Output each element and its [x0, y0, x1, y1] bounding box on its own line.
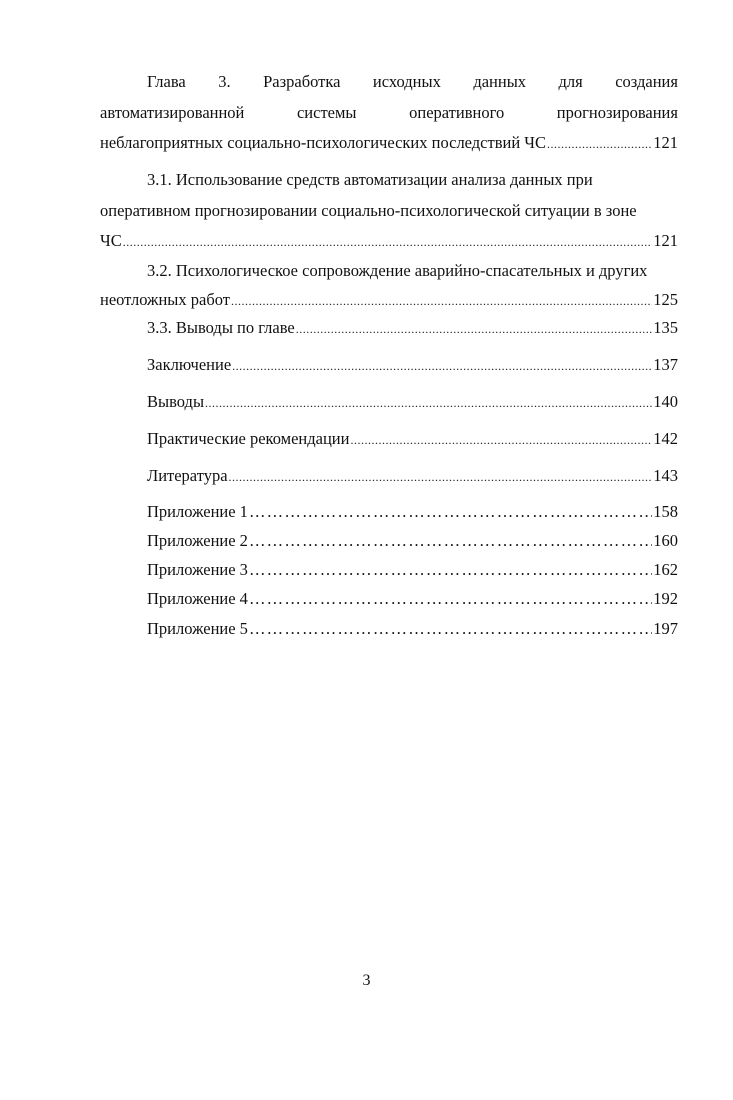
toc-page-number: 125: [653, 290, 678, 309]
toc-appendix-4-entry[interactable]: [147, 586, 678, 612]
dot-leader: [249, 528, 652, 554]
toc-entry-title: Выводы: [147, 392, 205, 411]
toc-entry-title: Приложение 4: [147, 589, 248, 608]
toc-section-3-1-line1: 3.1. Использование средств автоматизации анализа данных при: [147, 170, 593, 189]
toc-appendix-5-entry[interactable]: [147, 616, 678, 642]
toc-recommendations-entry[interactable]: [147, 426, 678, 452]
toc-entry-title: Литература: [147, 466, 228, 485]
page-number: 3: [362, 972, 371, 989]
toc-entry-title: Практические рекомендации: [147, 429, 350, 448]
dot-leader: [249, 616, 652, 642]
word: для: [558, 72, 583, 91]
word: 3.: [218, 72, 231, 91]
toc-chapter3-line2: [100, 100, 678, 126]
toc-entry-title: неотложных работ: [100, 290, 230, 309]
toc-page-number: 140: [653, 392, 678, 411]
toc-section-3-1-line2: оперативном прогнозировании социально-психологической ситуации в зоне: [100, 201, 637, 220]
toc-findings-entry[interactable]: [147, 389, 678, 415]
word: данных: [473, 72, 527, 91]
toc-entry-title: ЧС: [100, 231, 122, 250]
dot-leader: [350, 427, 652, 453]
toc-page-number: 192: [653, 589, 678, 608]
toc-entry-title: 3.3. Выводы по главе: [147, 318, 295, 337]
toc-appendix-1-entry[interactable]: [147, 499, 678, 525]
dot-leader: [547, 131, 652, 157]
dot-leader: [229, 464, 653, 490]
dot-leader: [231, 288, 652, 314]
word: создания: [615, 72, 678, 91]
word: исходных: [372, 72, 441, 91]
toc-page-number: 162: [653, 560, 678, 579]
toc-chapter3-entry[interactable]: [100, 130, 678, 156]
toc-page-number: 121: [653, 231, 678, 250]
word: системы: [296, 103, 357, 122]
toc-entry-title: неблагоприятных социально-психологических последствий ЧС: [100, 133, 547, 152]
toc-page-number: 142: [653, 429, 678, 448]
toc-page-number: 143: [653, 466, 678, 485]
toc-page-number: 158: [653, 502, 678, 521]
word: Разработка: [263, 72, 341, 91]
toc-entry-title: Приложение 3: [147, 560, 248, 579]
toc-entry-title: Заключение: [147, 355, 232, 374]
toc-section-3-2-entry[interactable]: [100, 287, 678, 313]
dot-leader: [205, 390, 652, 416]
dot-leader: [232, 353, 652, 379]
toc-literature-entry[interactable]: [147, 463, 678, 489]
toc-entry-title: Приложение 5: [147, 619, 248, 638]
toc-appendix-3-entry[interactable]: [147, 557, 678, 583]
word: автоматизированной: [100, 103, 245, 122]
toc-page-number: 135: [653, 318, 678, 337]
toc-section-3-3-entry[interactable]: [147, 315, 678, 341]
word: оперативного: [409, 103, 505, 122]
dot-leader: [296, 316, 653, 342]
dot-leader: [249, 557, 652, 583]
toc-conclusion-entry[interactable]: [147, 352, 678, 378]
dot-leader: [249, 499, 652, 525]
toc-page-number: 160: [653, 531, 678, 550]
word: прогнозирования: [556, 103, 678, 122]
word: Глава: [147, 72, 186, 91]
toc-page-number: 137: [653, 355, 678, 374]
toc-section-3-1-entry[interactable]: [100, 228, 678, 254]
toc-entry-title: Приложение 1: [147, 502, 248, 521]
toc-page-number: 121: [653, 133, 678, 152]
toc-appendix-2-entry[interactable]: [147, 528, 678, 554]
dot-leader: [123, 229, 653, 255]
toc-section-3-2-line1: 3.2. Психологическое сопровождение аварийно-спасательных и других: [147, 261, 648, 280]
toc-entry-title: Приложение 2: [147, 531, 248, 550]
toc-page-number: 197: [653, 619, 678, 638]
dot-leader: [249, 586, 652, 612]
toc-chapter3-line1: [147, 69, 678, 95]
